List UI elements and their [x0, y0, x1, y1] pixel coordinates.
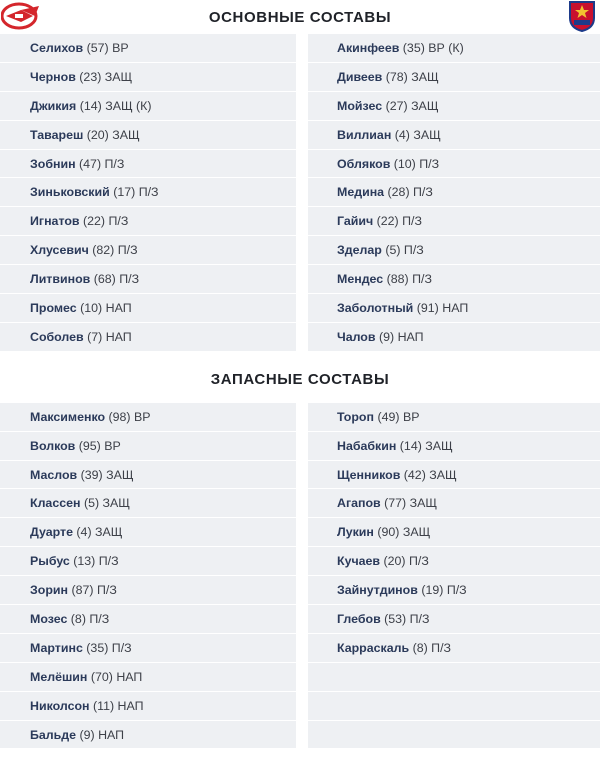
player-number: (39)	[80, 467, 103, 482]
player-number: (77)	[384, 496, 407, 511]
player-number: (98)	[108, 409, 131, 424]
player-row	[0, 432, 296, 461]
player-name[interactable]: Классен	[30, 496, 81, 511]
player-name[interactable]: Зайнутдинов	[337, 583, 418, 598]
starting-lineups	[0, 34, 600, 352]
player-name[interactable]: Агапов	[337, 496, 381, 511]
player-name[interactable]: Акинфеев	[337, 40, 400, 55]
player-number: (88)	[386, 272, 409, 287]
player-position: ВР	[402, 409, 420, 424]
substitutes-title: ЗАПАСНЫЕ СОСТАВЫ	[210, 371, 390, 389]
player-row	[0, 721, 296, 750]
empty-row	[308, 663, 600, 692]
player-name[interactable]: Селихов	[30, 40, 84, 55]
player-position: П/З	[117, 243, 138, 258]
player-position: НАП	[116, 669, 143, 684]
player-position: ЗАЩ	[112, 127, 140, 142]
player-number: (47)	[79, 156, 102, 171]
player-row	[308, 576, 600, 605]
substitutes-lineups	[0, 403, 600, 750]
player-position: П/З	[419, 156, 440, 171]
player-number: (35)	[402, 40, 425, 55]
player-position: ВР	[112, 40, 129, 55]
player-row	[308, 518, 600, 547]
player-position: П/З	[111, 640, 132, 655]
player-name[interactable]: Игнатов	[30, 214, 80, 229]
player-number: (57)	[86, 40, 109, 55]
player-name[interactable]: Маслов	[30, 467, 78, 482]
player-name[interactable]: Зобнин	[30, 156, 76, 171]
player-row	[308, 432, 600, 461]
player-number: (22)	[376, 214, 399, 229]
player-row	[308, 634, 600, 663]
player-name[interactable]: Гайич	[337, 214, 374, 229]
player-number: (95)	[78, 438, 101, 453]
player-name[interactable]: Мозес	[30, 611, 68, 626]
player-position: П/З	[413, 185, 433, 200]
player-position: НАП	[397, 329, 424, 344]
player-row	[308, 294, 600, 323]
player-position: НАП	[117, 698, 144, 713]
empty-row	[308, 692, 600, 721]
home-starting-list	[0, 34, 296, 352]
player-row	[0, 294, 296, 323]
player-name[interactable]: Волков	[30, 438, 76, 453]
player-row	[308, 323, 600, 352]
player-row	[0, 34, 296, 63]
player-name[interactable]: Обляков	[337, 156, 391, 171]
player-name[interactable]: Максименко	[30, 409, 106, 424]
cska-logo-icon	[568, 0, 596, 32]
player-position: ВР	[104, 438, 121, 453]
player-name[interactable]: Зделар	[337, 243, 382, 258]
player-position: П/З	[431, 640, 452, 655]
player-position: ЗАЩ	[106, 467, 134, 482]
player-position: П/З	[412, 272, 432, 287]
player-row	[308, 605, 600, 634]
player-position: ЗАЩ	[411, 98, 439, 113]
spartak-logo-icon	[1, 2, 41, 30]
player-name[interactable]: Заболотный	[337, 300, 414, 315]
starting-header	[0, 0, 600, 34]
player-position: П/З	[108, 214, 129, 229]
player-number: (78)	[385, 69, 408, 84]
player-number: (10)	[393, 156, 416, 171]
player-number: (68)	[93, 272, 116, 287]
player-row	[0, 403, 296, 432]
player-number: (22)	[83, 214, 106, 229]
player-row	[308, 150, 600, 179]
player-number: (82)	[92, 243, 115, 258]
player-row	[0, 265, 296, 294]
player-name[interactable]: Джикия	[30, 98, 77, 113]
player-name[interactable]: Карраскаль	[337, 640, 410, 655]
player-number: (28)	[387, 185, 410, 200]
player-position: П/З	[403, 243, 424, 258]
player-position: ЗАЩ	[102, 496, 130, 511]
player-row	[0, 323, 296, 352]
player-name[interactable]: Мойзес	[337, 98, 383, 113]
player-number: (49)	[377, 409, 400, 424]
player-position: НАП	[105, 329, 132, 344]
player-row	[308, 489, 600, 518]
player-name[interactable]: Хлусевич	[30, 243, 89, 258]
player-name[interactable]: Бальде	[30, 727, 77, 742]
player-position: П/З	[409, 554, 429, 569]
player-number: (9)	[378, 329, 395, 344]
player-number: (5)	[385, 243, 401, 258]
player-row	[308, 121, 600, 150]
player-name[interactable]: Глебов	[337, 611, 381, 626]
player-position: П/З	[104, 156, 125, 171]
player-row	[0, 150, 296, 179]
player-row	[0, 461, 296, 490]
away-substitutes-list	[308, 403, 600, 750]
player-name[interactable]: Тороп	[337, 409, 374, 424]
player-name[interactable]: Мартинс	[30, 640, 83, 655]
player-number: (14)	[79, 98, 102, 113]
player-name[interactable]: Кучаев	[337, 554, 381, 569]
player-position: НАП	[105, 300, 132, 315]
player-position: ЗАЩ	[425, 438, 453, 453]
player-position: П/З	[446, 583, 467, 598]
home-substitutes-list	[0, 403, 296, 750]
player-name[interactable]: Дуарте	[30, 525, 73, 540]
player-row	[0, 489, 296, 518]
player-name[interactable]: Щенников	[337, 467, 401, 482]
player-name[interactable]: Зорин	[30, 583, 69, 598]
player-position: ВР (К)	[428, 40, 464, 55]
player-row	[0, 634, 296, 663]
player-name[interactable]: Чалов	[337, 329, 376, 344]
player-row	[308, 207, 600, 236]
player-row	[0, 663, 296, 692]
player-number: (87)	[71, 583, 94, 598]
player-number: (8)	[70, 611, 86, 626]
player-number: (4)	[76, 525, 92, 540]
player-name[interactable]: Зиньковский	[30, 185, 110, 200]
player-number: (8)	[412, 640, 428, 655]
player-number: (19)	[421, 583, 444, 598]
player-row	[0, 692, 296, 721]
player-number: (5)	[83, 496, 100, 511]
player-number: (90)	[377, 525, 400, 540]
player-row	[308, 547, 600, 576]
player-name[interactable]: Мендес	[337, 272, 384, 287]
player-number: (42)	[403, 467, 426, 482]
player-position: П/З	[119, 272, 140, 287]
player-name[interactable]: Медина	[337, 185, 385, 200]
player-name[interactable]: Набабкин	[337, 438, 397, 453]
player-name[interactable]: Промес	[30, 300, 77, 315]
player-row	[0, 605, 296, 634]
player-position: ЗАЩ	[409, 496, 437, 511]
player-name[interactable]: Мелёшин	[30, 669, 88, 684]
player-number: (27)	[385, 98, 408, 113]
player-name[interactable]: Дивеев	[337, 69, 383, 84]
substitutes-header	[0, 352, 600, 403]
player-row	[0, 518, 296, 547]
away-starting-list	[308, 34, 600, 352]
player-position: ЗАЩ	[95, 525, 123, 540]
player-position: П/З	[89, 611, 110, 626]
player-number: (10)	[80, 300, 103, 315]
player-row	[0, 576, 296, 605]
player-name[interactable]: Лукин	[337, 525, 374, 540]
player-number: (20)	[86, 127, 109, 142]
player-row	[0, 207, 296, 236]
player-number: (17)	[113, 185, 136, 200]
player-row	[0, 63, 296, 92]
player-position: П/З	[96, 583, 117, 598]
player-position: П/З	[409, 611, 430, 626]
player-number: (35)	[86, 640, 109, 655]
player-row	[308, 403, 600, 432]
player-row	[0, 92, 296, 121]
player-name[interactable]: Рыбус	[30, 554, 70, 569]
player-number: (7)	[87, 329, 103, 344]
player-position: ВР	[134, 409, 151, 424]
player-row	[0, 547, 296, 576]
player-name[interactable]: Литвинов	[30, 272, 91, 287]
player-number: (70)	[90, 669, 113, 684]
player-position: П/З	[138, 185, 159, 200]
player-position: П/З	[98, 554, 119, 569]
player-name[interactable]: Тавареш	[30, 127, 84, 142]
player-position: ЗАЩ	[411, 69, 439, 84]
player-number: (11)	[92, 698, 115, 713]
player-position: ЗАЩ	[402, 525, 431, 540]
player-row	[0, 236, 296, 265]
empty-row	[308, 721, 600, 750]
player-position: ЗАЩ	[413, 127, 441, 142]
player-number: (91)	[416, 300, 439, 315]
player-number: (53)	[384, 611, 407, 626]
player-row	[308, 265, 600, 294]
player-name[interactable]: Николсон	[30, 698, 90, 713]
starting-title: ОСНОВНЫЕ СОСТАВЫ	[208, 8, 392, 26]
player-number: (14)	[399, 438, 422, 453]
player-position: ЗАЩ	[104, 69, 133, 84]
player-row	[308, 63, 600, 92]
player-row	[308, 461, 600, 490]
player-name[interactable]: Чернов	[30, 69, 76, 84]
player-row	[0, 121, 296, 150]
player-number: (4)	[394, 127, 410, 142]
player-position: ЗАЩ (К)	[105, 98, 152, 113]
player-name[interactable]: Соболев	[30, 329, 84, 344]
player-position: НАП	[442, 300, 469, 315]
player-row	[308, 178, 600, 207]
player-name[interactable]: Виллиан	[337, 127, 392, 142]
player-position: П/З	[402, 214, 422, 229]
player-row	[308, 92, 600, 121]
player-position: НАП	[98, 727, 125, 742]
player-number: (13)	[73, 554, 96, 569]
player-number: (23)	[79, 69, 102, 84]
player-row	[308, 34, 600, 63]
player-number: (9)	[79, 727, 95, 742]
player-row	[308, 236, 600, 265]
player-number: (20)	[383, 554, 406, 569]
player-row	[0, 178, 296, 207]
player-position: ЗАЩ	[429, 467, 457, 482]
